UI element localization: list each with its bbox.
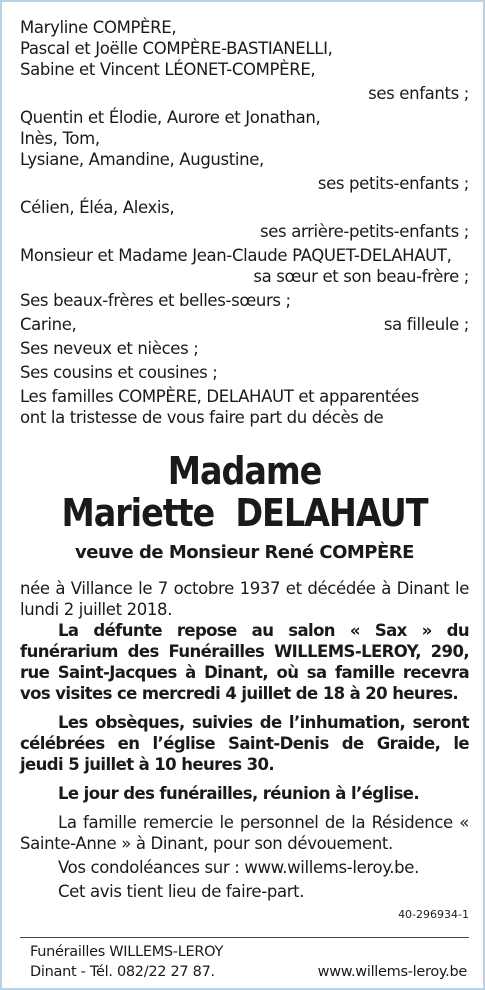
deceased-name-block: [20, 450, 469, 534]
title-honorific: Madame: [167, 449, 322, 493]
birth-death-paragraph: née à Villance le 7 octobre 1937 et décédée à Dinant le lundi 2 juillet 2018.: [20, 579, 469, 619]
notice-line: Cet avis tient lieu de faire-part.: [58, 882, 305, 901]
deceased-name: Mariette DELAHAUT: [61, 491, 428, 535]
condolences-line: Vos condoléances sur : www.willems-leroy.be.: [58, 858, 420, 877]
godchild-name: Carine,: [20, 315, 77, 334]
grandchildren-role: ses petits-enfants ;: [317, 174, 469, 193]
great-grandchildren-role: ses arrière-petits-enfants ;: [260, 222, 469, 241]
grandchildren-line: Quentin et Élodie, Aurore et Jonathan,: [20, 108, 321, 127]
nephews-line: Ses neveux et nièces ;: [20, 339, 199, 358]
in-laws-line: Ses beaux-frères et belles-sœurs ;: [20, 291, 291, 310]
sister-role: sa sœur et son beau-frère ;: [253, 267, 469, 286]
funeral-home-footer: [30, 942, 467, 982]
rest-paragraph: La défunte repose au salon « Sax » du funérarium des Funérailles WILLEMS-LEROY, 290, rue Saint-Jacques à Dinant, où sa famille recevra vos visites ce mercredi 4 juillet de 18 à 20 heures.: [20, 621, 469, 703]
children-role: ses enfants ;: [368, 84, 469, 103]
sister-line: Monsieur et Madame Jean-Claude PAQUET-DELAHAUT,: [20, 246, 452, 265]
funeral-paragraph: Les obsèques, suivies de l’inhumation, seront célébrées en l’église Saint-Denis de Graide, le jeudi 5 juillet à 10 heures 30.: [20, 713, 469, 774]
widow-of-line: veuve de Monsieur René COMPÈRE: [75, 542, 414, 563]
grandchildren-line: Lysiane, Amandine, Augustine,: [20, 150, 264, 169]
great-grandchildren: Célien, Éléa, Alexis,: [20, 198, 175, 217]
cousins-line: Ses cousins et cousines ;: [20, 363, 218, 382]
family-line: Pascal et Joëlle COMPÈRE-BASTIANELLI,: [20, 39, 333, 58]
meeting-paragraph: Le jour des funérailles, réunion à l’église.: [58, 784, 420, 803]
family-line: Maryline COMPÈRE,: [20, 18, 177, 37]
footer-website: www.willems-leroy.be: [317, 964, 467, 980]
announcement-line: ont la tristesse de vous faire part du décès de: [20, 408, 384, 427]
family-line: Sabine et Vincent LÉONET-COMPÈRE,: [20, 60, 316, 79]
reference-number: 40-296934-1: [398, 908, 469, 921]
footer-company: Funérailles WILLEMS-LEROY: [30, 944, 224, 960]
footer-divider: [20, 937, 469, 938]
godchild-line: [20, 314, 469, 335]
godchild-role: sa filleule ;: [383, 315, 469, 334]
footer-contact-row: [30, 962, 467, 982]
footer-phone: Dinant - Tél. 082/22 27 87.: [30, 964, 215, 980]
thanks-paragraph: La famille remercie le personnel de la Résidence « Sainte-Anne » à Dinant, pour son dévouement.: [20, 813, 469, 853]
grandchildren-line: Inès, Tom,: [20, 129, 100, 148]
notice-body: [20, 17, 469, 922]
families-line: Les familles COMPÈRE, DELAHAUT et apparentées: [20, 387, 419, 406]
